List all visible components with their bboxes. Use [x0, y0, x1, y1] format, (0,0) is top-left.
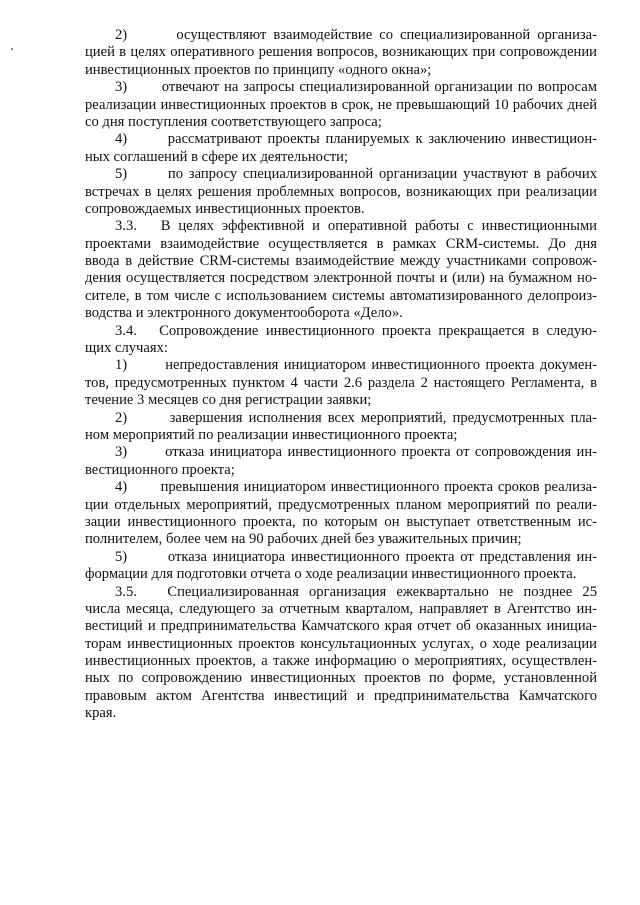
line-2: цией в целях оперативного решения вопросов, возникающих при сопровождении	[85, 44, 597, 61]
line-22: течение 3 месяцев со дня регистрации заявки;	[85, 392, 372, 409]
line-4: 3) отвечают на запросы специализированной организации по вопросам	[115, 79, 597, 96]
line-35: вестиций и предпринимательства Камчатского края отчет об оказанных инициа-	[85, 618, 597, 635]
line-11: сопровождаемых инвестиционных проектов.	[85, 200, 365, 217]
line-39: правовым актом Агентства инвестиций и предпринимательства Камчатского	[85, 687, 597, 704]
document-body	[85, 27, 597, 723]
line-14: ввода в действие CRM-системы взаимодействие между участниками сопровож-	[85, 253, 597, 270]
line-26: вестиционного проекта;	[85, 461, 235, 478]
line-30: полнителем, более чем на 90 рабочих дней без уважительных причин;	[85, 531, 522, 548]
line-5: реализации инвестиционных проектов в срок, не превышающий 10 рабочих дней	[85, 96, 597, 113]
line-8: ных соглашений в сфере их деятельности;	[85, 148, 349, 165]
line-28: ции отдельных мероприятий, предусмотренных планом мероприятий по реали-	[85, 496, 597, 513]
line-40: края.	[85, 705, 117, 722]
line-38: ных по сопровождению инвестиционных проектов по форме, установленной	[85, 670, 597, 687]
line-37: инвестиционных проектов, а также информацию о мероприятиях, осуществлен-	[85, 653, 597, 670]
line-31: 5) отказа инициатора инвестиционного проекта от представления ин-	[115, 548, 597, 565]
line-24: ном мероприятий по реализации инвестиционного проекта;	[85, 426, 458, 443]
scan-speck	[11, 48, 13, 50]
line-27: 4) превышения инициатором инвестиционного проекта сроков реализа-	[115, 479, 597, 496]
line-1: 2) осуществляют взаимодействие со специализированной организа-	[115, 27, 597, 43]
line-32: формации для подготовки отчета о ходе реализации инвестиционного проекта.	[85, 566, 577, 583]
line-17: водства и электронного документооборота «Дело».	[85, 305, 403, 322]
line-7: 4) рассматривают проекты планируемых к заключению инвестицион-	[115, 131, 597, 148]
line-18: 3.4. Сопровождение инвестиционного проекта прекращается в следую-	[115, 322, 597, 339]
line-33: 3.5. Специализированная организация ежеквартально не позднее 25	[115, 583, 597, 600]
line-12: 3.3. В целях эффективной и оперативной работы с инвестиционными	[115, 218, 597, 235]
line-34: числа месяца, следующего за отчетным кварталом, направляет в Агентство ин-	[85, 600, 597, 617]
line-10: встречах в целях решения проблемных вопросов, возникающих при реализации	[85, 183, 597, 200]
line-21: тов, предусмотренных пунктом 4 части 2.6 раздела 2 настоящего Регламента, в	[85, 374, 597, 391]
line-9: 5) по запросу специализированной организации участвуют в рабочих	[115, 166, 597, 183]
line-15: дения осуществляется посредством электронной почты и (или) на бумажном но-	[85, 270, 597, 287]
line-16: сителе, в том числе с использованием системы автоматизированного делопроиз-	[85, 287, 597, 304]
line-3: инвестиционных проектов по принципу «одного окна»;	[85, 61, 432, 78]
line-13: проектами взаимодействие осуществляется в рамках CRM-системы. До дня	[85, 235, 597, 252]
line-20: 1) непредоставления инициатором инвестиционного проекта докумен-	[115, 357, 597, 374]
line-19: щих случаях:	[85, 340, 168, 357]
line-6: со дня поступления соответствующего запроса;	[85, 113, 382, 130]
line-23: 2) завершения исполнения всех мероприятий, предусмотренных пла-	[115, 409, 597, 426]
line-25: 3) отказа инициатора инвестиционного проекта от сопровождения ин-	[115, 444, 597, 461]
line-36: торам инвестиционных проектов консультационных услугах, о ходе реализации	[85, 635, 597, 652]
line-29: зации инвестиционного проекта, по которым он выступает ответственным ис-	[85, 513, 597, 530]
